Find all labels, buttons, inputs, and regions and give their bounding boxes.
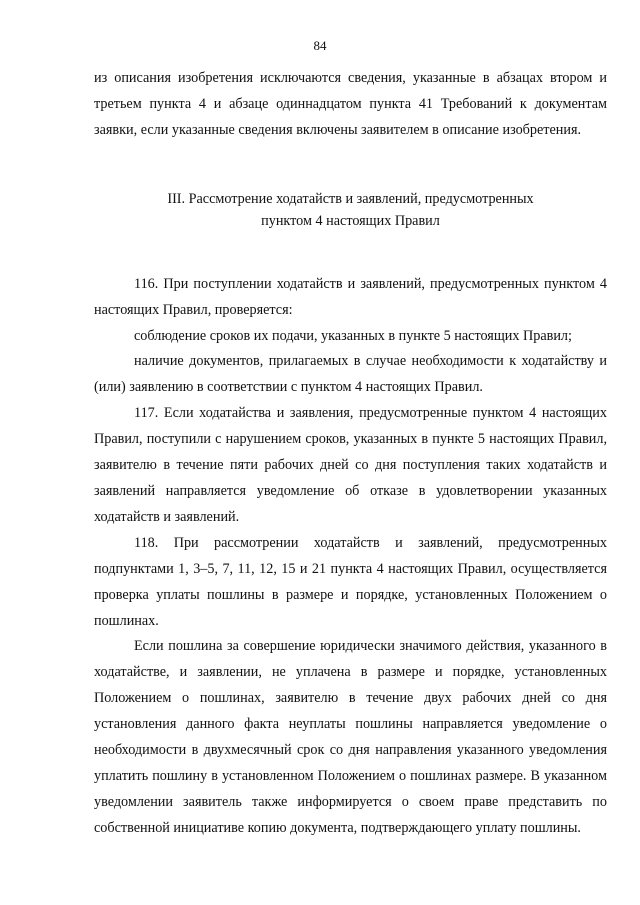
- paragraph-116: 116. При поступлении ходатайств и заявлений, предусмотренных пунктом 4 настоящих Правил, проверяется:: [94, 275, 607, 318]
- paragraph-118-continued: Если пошлина за совершение юридически значимого действия, указанного в ходатайстве, и заявлении, не уплачена в размере и порядке, установленных Положением о пошлинах, заявителю в течение двух рабочих дней со дня установления данного факта неуплаты пошлины направляется уведомление о необходимости в двухмесячный срок со дня направления указанного уведомления уплатить пошлину в установленном Положением о пошлинах размере. В указанном уведомлении заявитель также информируется о своем праве представить по собственной инициативе копию документа, подтверждающего уплату пошлины.: [94, 638, 607, 836]
- section-heading-line-1: III. Рассмотрение ходатайств и заявлений, предусмотренных: [167, 190, 534, 207]
- paragraph-118: 118. При рассмотрении ходатайств и заявлений, предусмотренных подпунктами 1, 3–5, 7, 11, 12, 15 и 21 пункта 4 настоящих Правил, осуществляется проверка уплаты пошлины в размере и порядке, установленных Положением о пошлинах.: [94, 534, 607, 629]
- page-text: [94, 66, 607, 842]
- section-heading-line-2: пунктом 4 настоящих Правил: [261, 212, 440, 229]
- paragraph-117: 117. Если ходатайства и заявления, предусмотренные пунктом 4 настоящих Правил, поступили с нарушением сроков, указанных в пункте 5 настоящих Правил, заявителю в течение пяти рабочих дней со дня поступления таких ходатайств и заявлений направляется уведомление об отказе в удовлетворении указанных ходатайств и заявлений.: [94, 405, 607, 525]
- intro-paragraph: из описания изобретения исключаются сведения, указанные в абзацах втором и третьем пункта 4 и абзаце одиннадцатом пункта 41 Требований к документам заявки, если указанные сведения включены заявителем в описание изобретения.: [94, 70, 607, 138]
- page-number: 84: [313, 38, 327, 53]
- paragraph-116-item-2: наличие документов, прилагаемых в случае необходимости к ходатайству и (или) заявлению в соответствии с пунктом 4 настоящих Правил.: [94, 353, 607, 396]
- section-heading: [94, 188, 607, 232]
- paragraph-116-item-1: соблюдение сроков их подачи, указанных в пункте 5 настоящих Правил;: [134, 327, 572, 344]
